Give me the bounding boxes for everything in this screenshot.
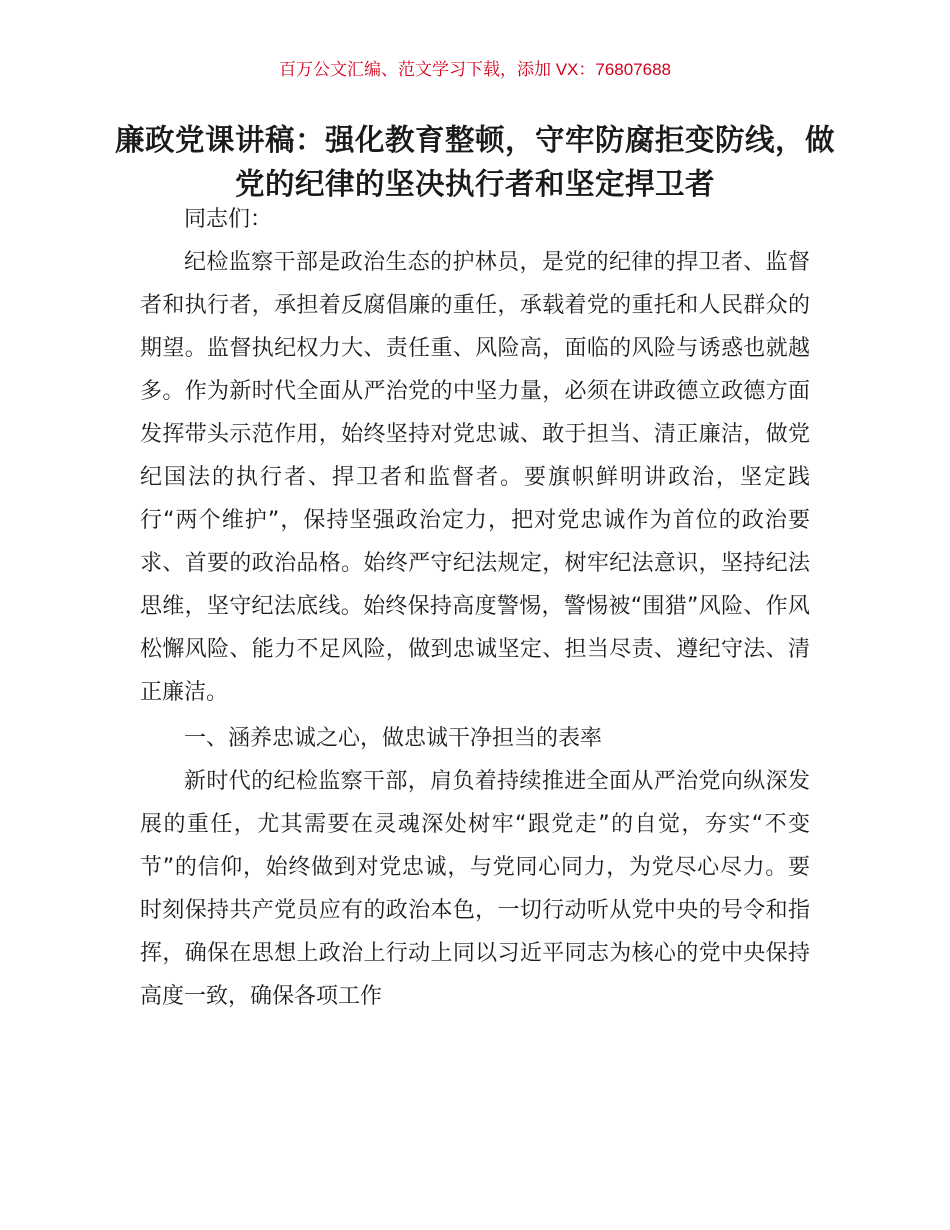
body-paragraph: 纪检监察干部是政治生态的护林员，是党的纪律的捍卫者、监督者和执行者，承担着反腐倡廉的重任，承载着党的重托和人民群众的期望。监督执纪权力大、责任重、风险高，面临的风险与诱惑也就越多。作为新时代全面从严治党的中坚力量，必须在讲政德立政德方面发挥带头示范作用，始终坚持对党忠诚、敢于担当、清正廉洁，做党纪国法的执行者、捍卫者和监督者。要旗帜鲜明讲政治，坚定践行“两个维护”，保持坚强政治定力，把对党忠诚作为首位的政治要求、首要的政治品格。始终严守纪法规定，树牢纪法意识，坚持纪法思维，坚守纪法底线。始终保持高度警惕，警惕被“围猎”风险、作风松懈风险、能力不足风险，做到忠诚坚定、担当尽责、遵纪守法、清正廉洁。 xyxy=(140,250,810,705)
document-title: 廉政党课讲稿：强化教育整顿，守牢防腐拒变防线，做党的纪律的坚决执行者和坚定捍卫者 xyxy=(114,123,835,201)
document-body xyxy=(140,198,810,1018)
salutation-paragraph: 同志们： xyxy=(184,207,273,232)
promo-header-banner: 百万公文汇编、范文学习下载，添加 VX：76807688 xyxy=(278,60,672,79)
body-paragraph: 新时代的纪检监察干部，肩负着持续推进全面从严治党向纵深发展的重任，尤其需要在灵魂深处树牢“跟党走”的自觉，夯实“不变节”的信仰，始终做到对党忠诚，与党同心同力，为党尽心尽力。要时刻保持共产党员应有的政治本色，一切行动听从党中央的号令和指挥，确保在思想上政治上行动上同以习近平同志为核心的党中央保持高度一致，确保各项工作 xyxy=(140,769,810,1009)
section-heading: 一、涵养忠诚之心，做忠诚干净担当的表率 xyxy=(184,726,603,751)
